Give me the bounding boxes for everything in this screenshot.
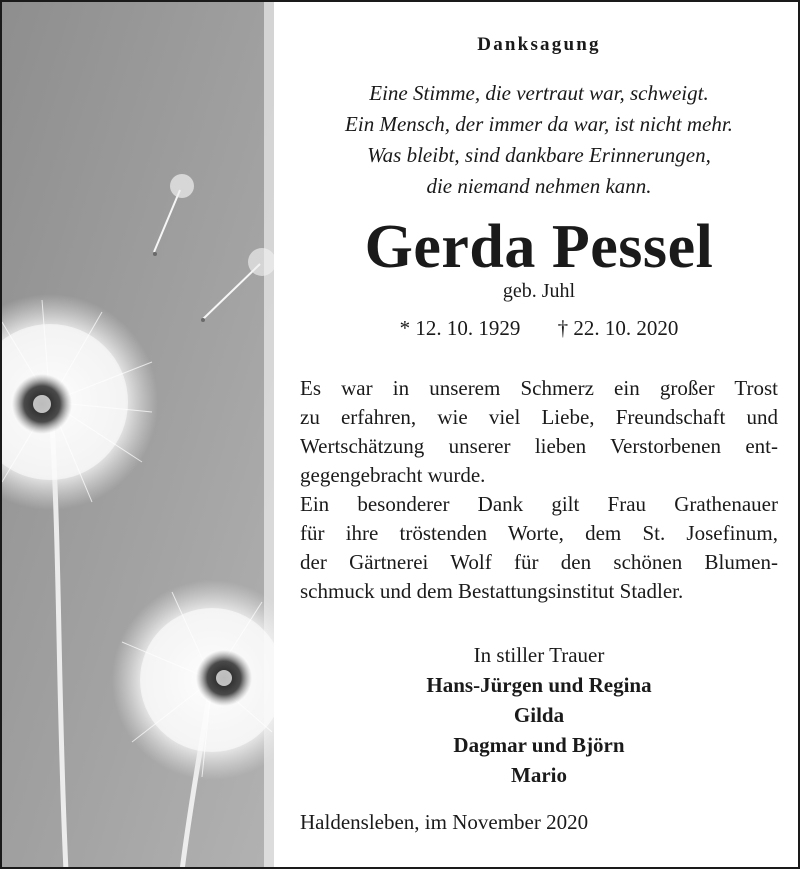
- mourners-list: [278, 670, 800, 790]
- message-line: zu erfahren, wie viel Liebe, Freundschaft und: [300, 405, 778, 429]
- message-line: Ein besonderer Dank gilt Frau Grathenauer: [300, 492, 778, 516]
- thank-you-message: [300, 374, 778, 606]
- death-date: † 22. 10. 2020: [557, 316, 679, 340]
- mourner-name: Gilda: [513, 703, 565, 727]
- signoff-block: [278, 640, 800, 790]
- birth-date: * 12. 10. 1929: [399, 316, 521, 340]
- poem-line: Was bleibt, sind dankbare Erinnerungen,: [367, 143, 711, 167]
- mourner-name: Mario: [511, 763, 567, 787]
- notice-text-column: [278, 2, 800, 869]
- message-line: Es war in unserem Schmerz ein großer Trost: [300, 376, 778, 400]
- message-line: für ihre tröstenden Worte, dem St. Josefinum,: [300, 521, 778, 545]
- message-line: Wertschätzung unserer lieben Verstorbenen ent-: [300, 434, 778, 458]
- place-and-date: Haldensleben, im November 2020: [300, 810, 589, 834]
- signoff-intro: In stiller Trauer: [473, 643, 605, 667]
- notice-heading: Danksagung: [477, 34, 601, 55]
- message-line: der Gärtnerei Wolf für den schönen Blumen-: [300, 550, 778, 574]
- life-dates: [278, 316, 800, 341]
- message-line: gegengebracht wurde.: [300, 463, 486, 487]
- dandelion-illustration: [2, 2, 274, 869]
- poem-line: Eine Stimme, die vertraut war, schweigt.: [369, 81, 709, 105]
- mourner-name: Hans-Jürgen und Regina: [426, 673, 652, 697]
- mourner-name: Dagmar und Björn: [453, 733, 625, 757]
- maiden-name: geb. Juhl: [502, 280, 576, 302]
- message-line: schmuck und dem Bestattungsinstitut Stadler.: [300, 579, 684, 603]
- memorial-poem: [278, 78, 800, 202]
- poem-line: Ein Mensch, der immer da war, ist nicht mehr.: [345, 112, 733, 136]
- deceased-name: Gerda Pessel: [364, 213, 714, 281]
- dandelion-photo: [2, 2, 274, 869]
- poem-line: die niemand nehmen kann.: [426, 174, 652, 198]
